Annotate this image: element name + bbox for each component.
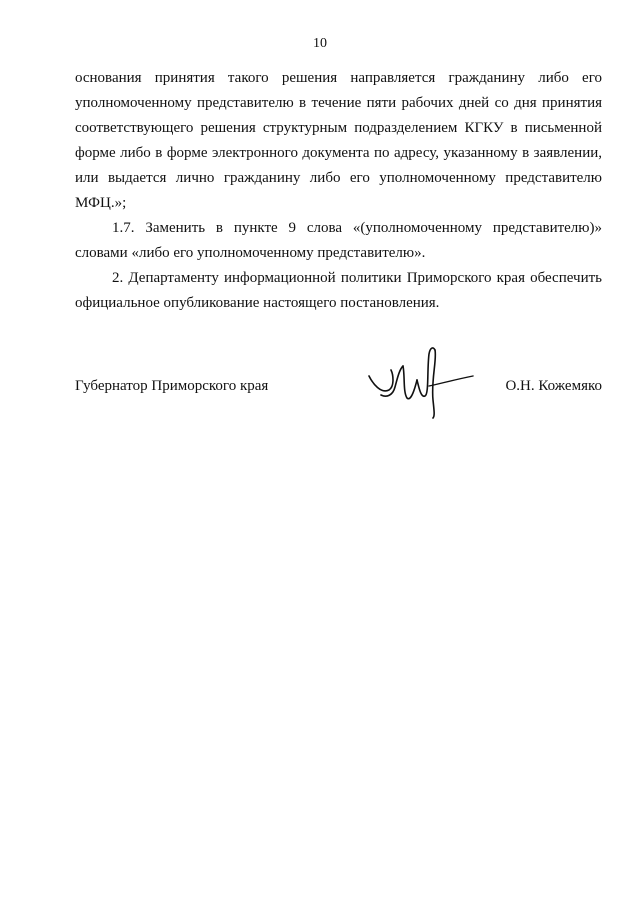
document-body	[75, 66, 602, 316]
signer-name: О.Н. Кожемяко	[505, 378, 602, 394]
handwritten-signature	[363, 340, 483, 420]
signer-title: Губернатор Приморского края	[75, 378, 269, 394]
signature-block	[75, 340, 602, 430]
paragraph-item-2: 2. Департаменту информационной политики Приморского края обеспечить официальное опубликование настоящего постановления.	[75, 270, 602, 311]
paragraph-item-1-7: 1.7. Заменить в пункте 9 слова «(уполномоченному представителю)» словами «либо его уполномоченному представителю».	[75, 220, 602, 261]
page-number: 10	[313, 36, 327, 51]
paragraph-continuation: основания принятия такого решения направляется гражданину либо его уполномоченному представителю в течение пяти рабочих дней со дня принятия соответствующего решения структурным подразделением КГКУ в письменной форме либо в форме электронного документа по адресу, указанному в заявлении, или выдается лично гражданину либо его уполномоченному представителю МФЦ.»;	[75, 70, 602, 211]
